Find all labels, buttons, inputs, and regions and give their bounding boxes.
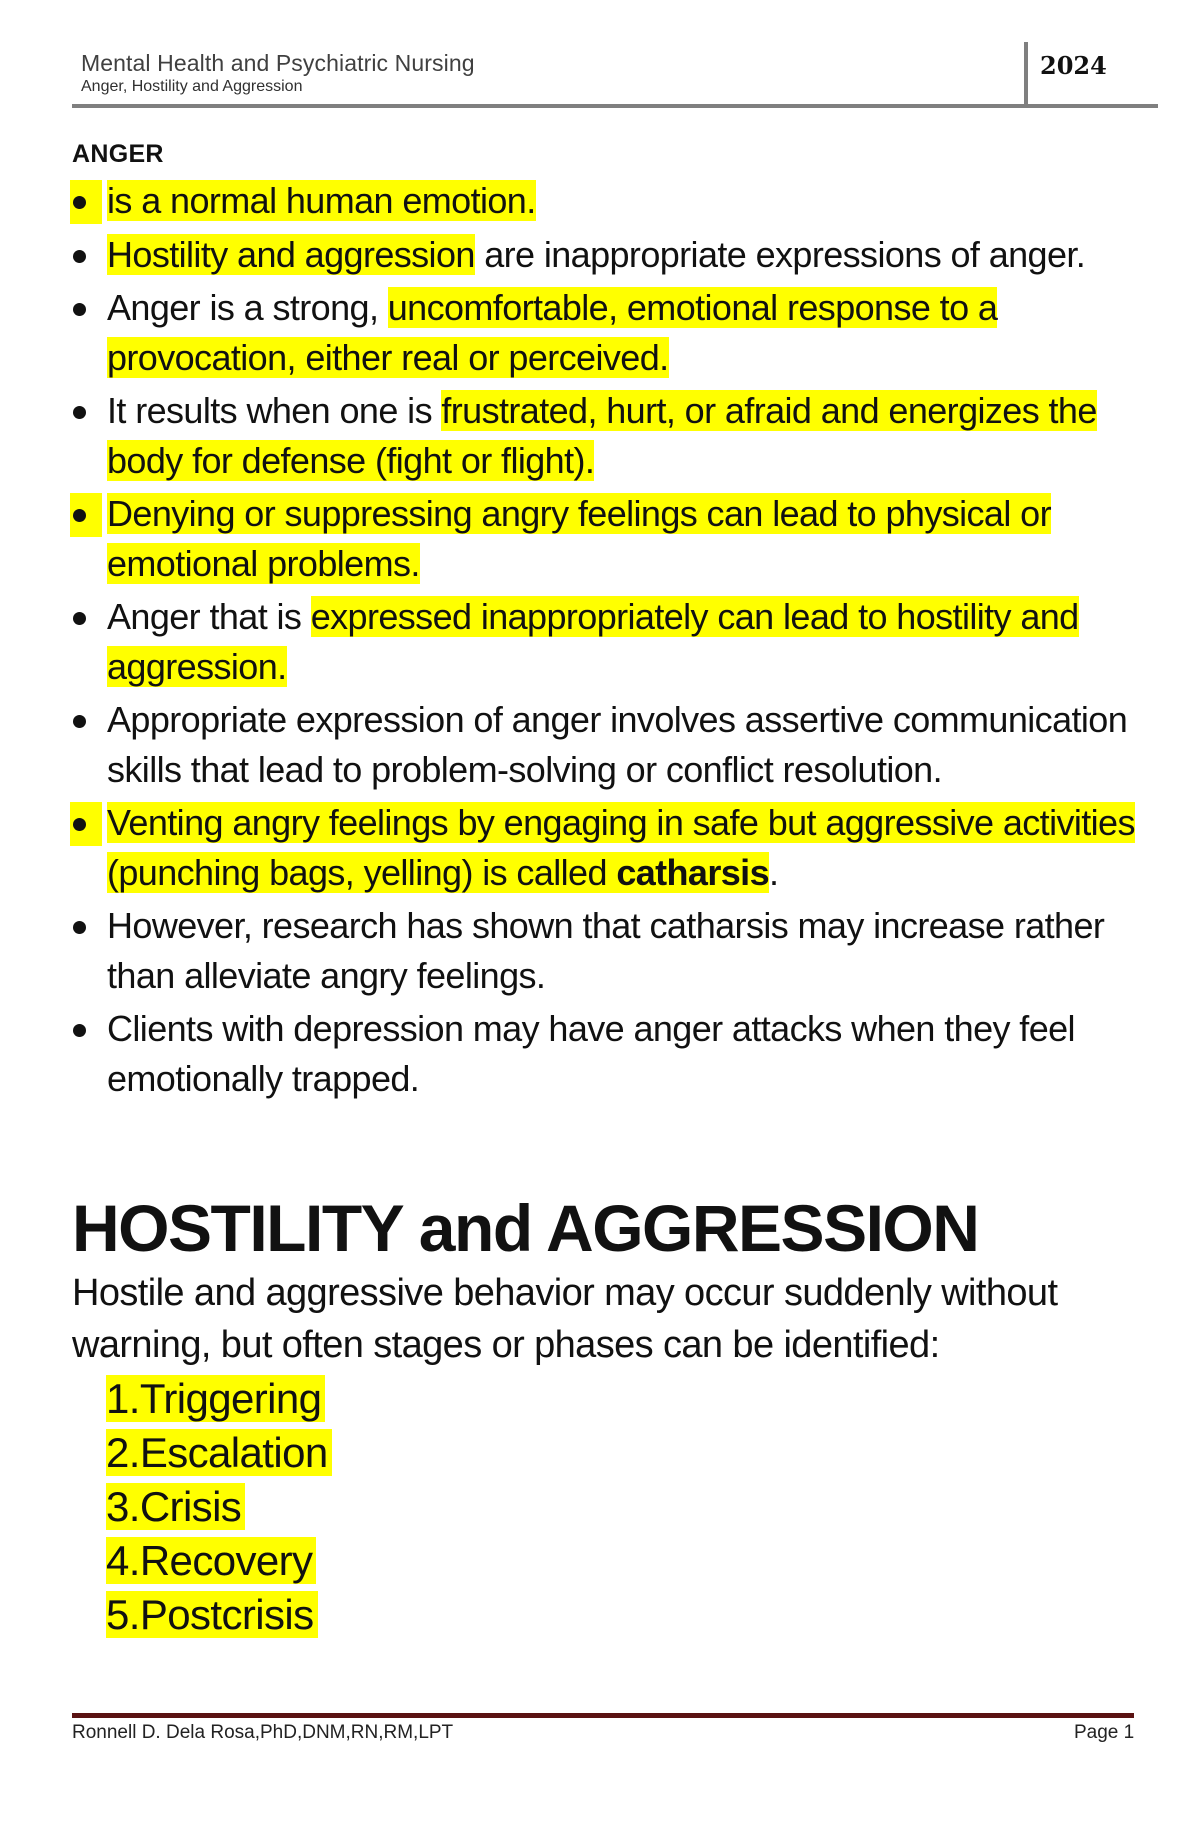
bullet-item — [72, 230, 1162, 280]
phase-label: 3.Crisis — [106, 1483, 245, 1530]
bullet-text: frustrated, hurt, or afraid and energizes the body for defense (fight or flight). — [107, 390, 1097, 481]
bullet-dot-icon — [73, 1024, 86, 1037]
bullet-dot-icon — [73, 715, 86, 728]
hostility-intro: Hostile and aggressive behavior may occur suddenly without warning, but often stages or phases can be identified: — [72, 1272, 1058, 1366]
bullet-text: uncomfortable, emotional response to a provocation, either real or perceived. — [107, 287, 998, 378]
bullet-text: Anger is a strong, — [107, 287, 388, 328]
phase-item — [106, 1534, 332, 1588]
section-heading-anger: ANGER — [72, 140, 164, 168]
phase-label: 5.Postcrisis — [106, 1591, 318, 1638]
bullet-dot-icon — [73, 612, 86, 625]
bullet-item — [72, 901, 1162, 1000]
bullet-text: . — [769, 851, 779, 893]
header-year: 2024 — [1040, 51, 1107, 80]
bullet-text: Venting angry feelings by engaging in safe but aggressive activities (punching bags, yelling) is called — [107, 802, 1135, 893]
bullet-dot-icon — [73, 250, 86, 263]
bold-term: catharsis — [616, 851, 770, 893]
footer-page-number: Page 1 — [1074, 1722, 1135, 1743]
bullet-text: are inappropriate expressions of anger. — [474, 233, 1086, 275]
bullet-item — [72, 1004, 1162, 1103]
page-header — [81, 50, 475, 96]
header-subtitle: Anger, Hostility and Aggression — [81, 78, 303, 96]
header-rule — [72, 104, 1158, 108]
bullet-dot-icon — [73, 303, 86, 316]
bullet-item — [72, 489, 1162, 588]
header-divider — [1024, 42, 1028, 106]
bullet-item — [72, 592, 1162, 691]
bullet-item — [72, 283, 1162, 382]
bullet-dot-icon — [73, 196, 86, 209]
bullet-text: Appropriate expression of anger involves assertive communication skills that lead to problem-solving or conflict resolution. — [107, 699, 1128, 790]
bullet-text: expressed inappropriately can lead to hostility and aggression. — [107, 596, 1079, 687]
footer-author: Ronnell D. Dela Rosa,PhD,DNM,RN,RM,LPT — [72, 1722, 454, 1743]
anger-bullet-list — [72, 176, 1162, 1107]
bullet-text: Anger that is — [107, 596, 311, 637]
bullet-dot-icon — [73, 406, 86, 419]
phase-label: 4.Recovery — [106, 1537, 316, 1584]
header-title: Mental Health and Psychiatric Nursing — [81, 50, 475, 76]
phase-item — [106, 1372, 332, 1426]
phase-list — [106, 1372, 332, 1642]
bullet-dot-icon — [73, 509, 86, 522]
bullet-text: Clients with depression may have anger attacks when they feel emotionally trapped. — [107, 1008, 1075, 1099]
section-heading-hostility: HOSTILITY and AGGRESSION — [72, 1191, 979, 1265]
bullet-item — [72, 695, 1162, 794]
phase-item — [106, 1588, 332, 1642]
bullet-text: However, research has shown that catharsis may increase rather than alleviate angry feelings. — [107, 905, 1105, 996]
bullet-text: Hostility and aggression — [107, 233, 475, 275]
footer-rule — [72, 1713, 1134, 1718]
bullet-dot-icon — [73, 921, 86, 934]
phase-item — [106, 1426, 332, 1480]
bullet-item — [72, 798, 1162, 897]
bullet-text: It results when one is — [107, 390, 442, 431]
bullet-text: is a normal human emotion. — [107, 180, 536, 221]
bullet-dot-icon — [73, 818, 86, 831]
bullet-item — [72, 176, 1162, 226]
bullet-item — [72, 386, 1162, 485]
bullet-text: Denying or suppressing angry feelings can lead to physical or emotional problems. — [107, 493, 1051, 584]
phase-label: 2.Escalation — [106, 1429, 332, 1476]
phase-label: 1.Triggering — [106, 1375, 325, 1422]
phase-item — [106, 1480, 332, 1534]
